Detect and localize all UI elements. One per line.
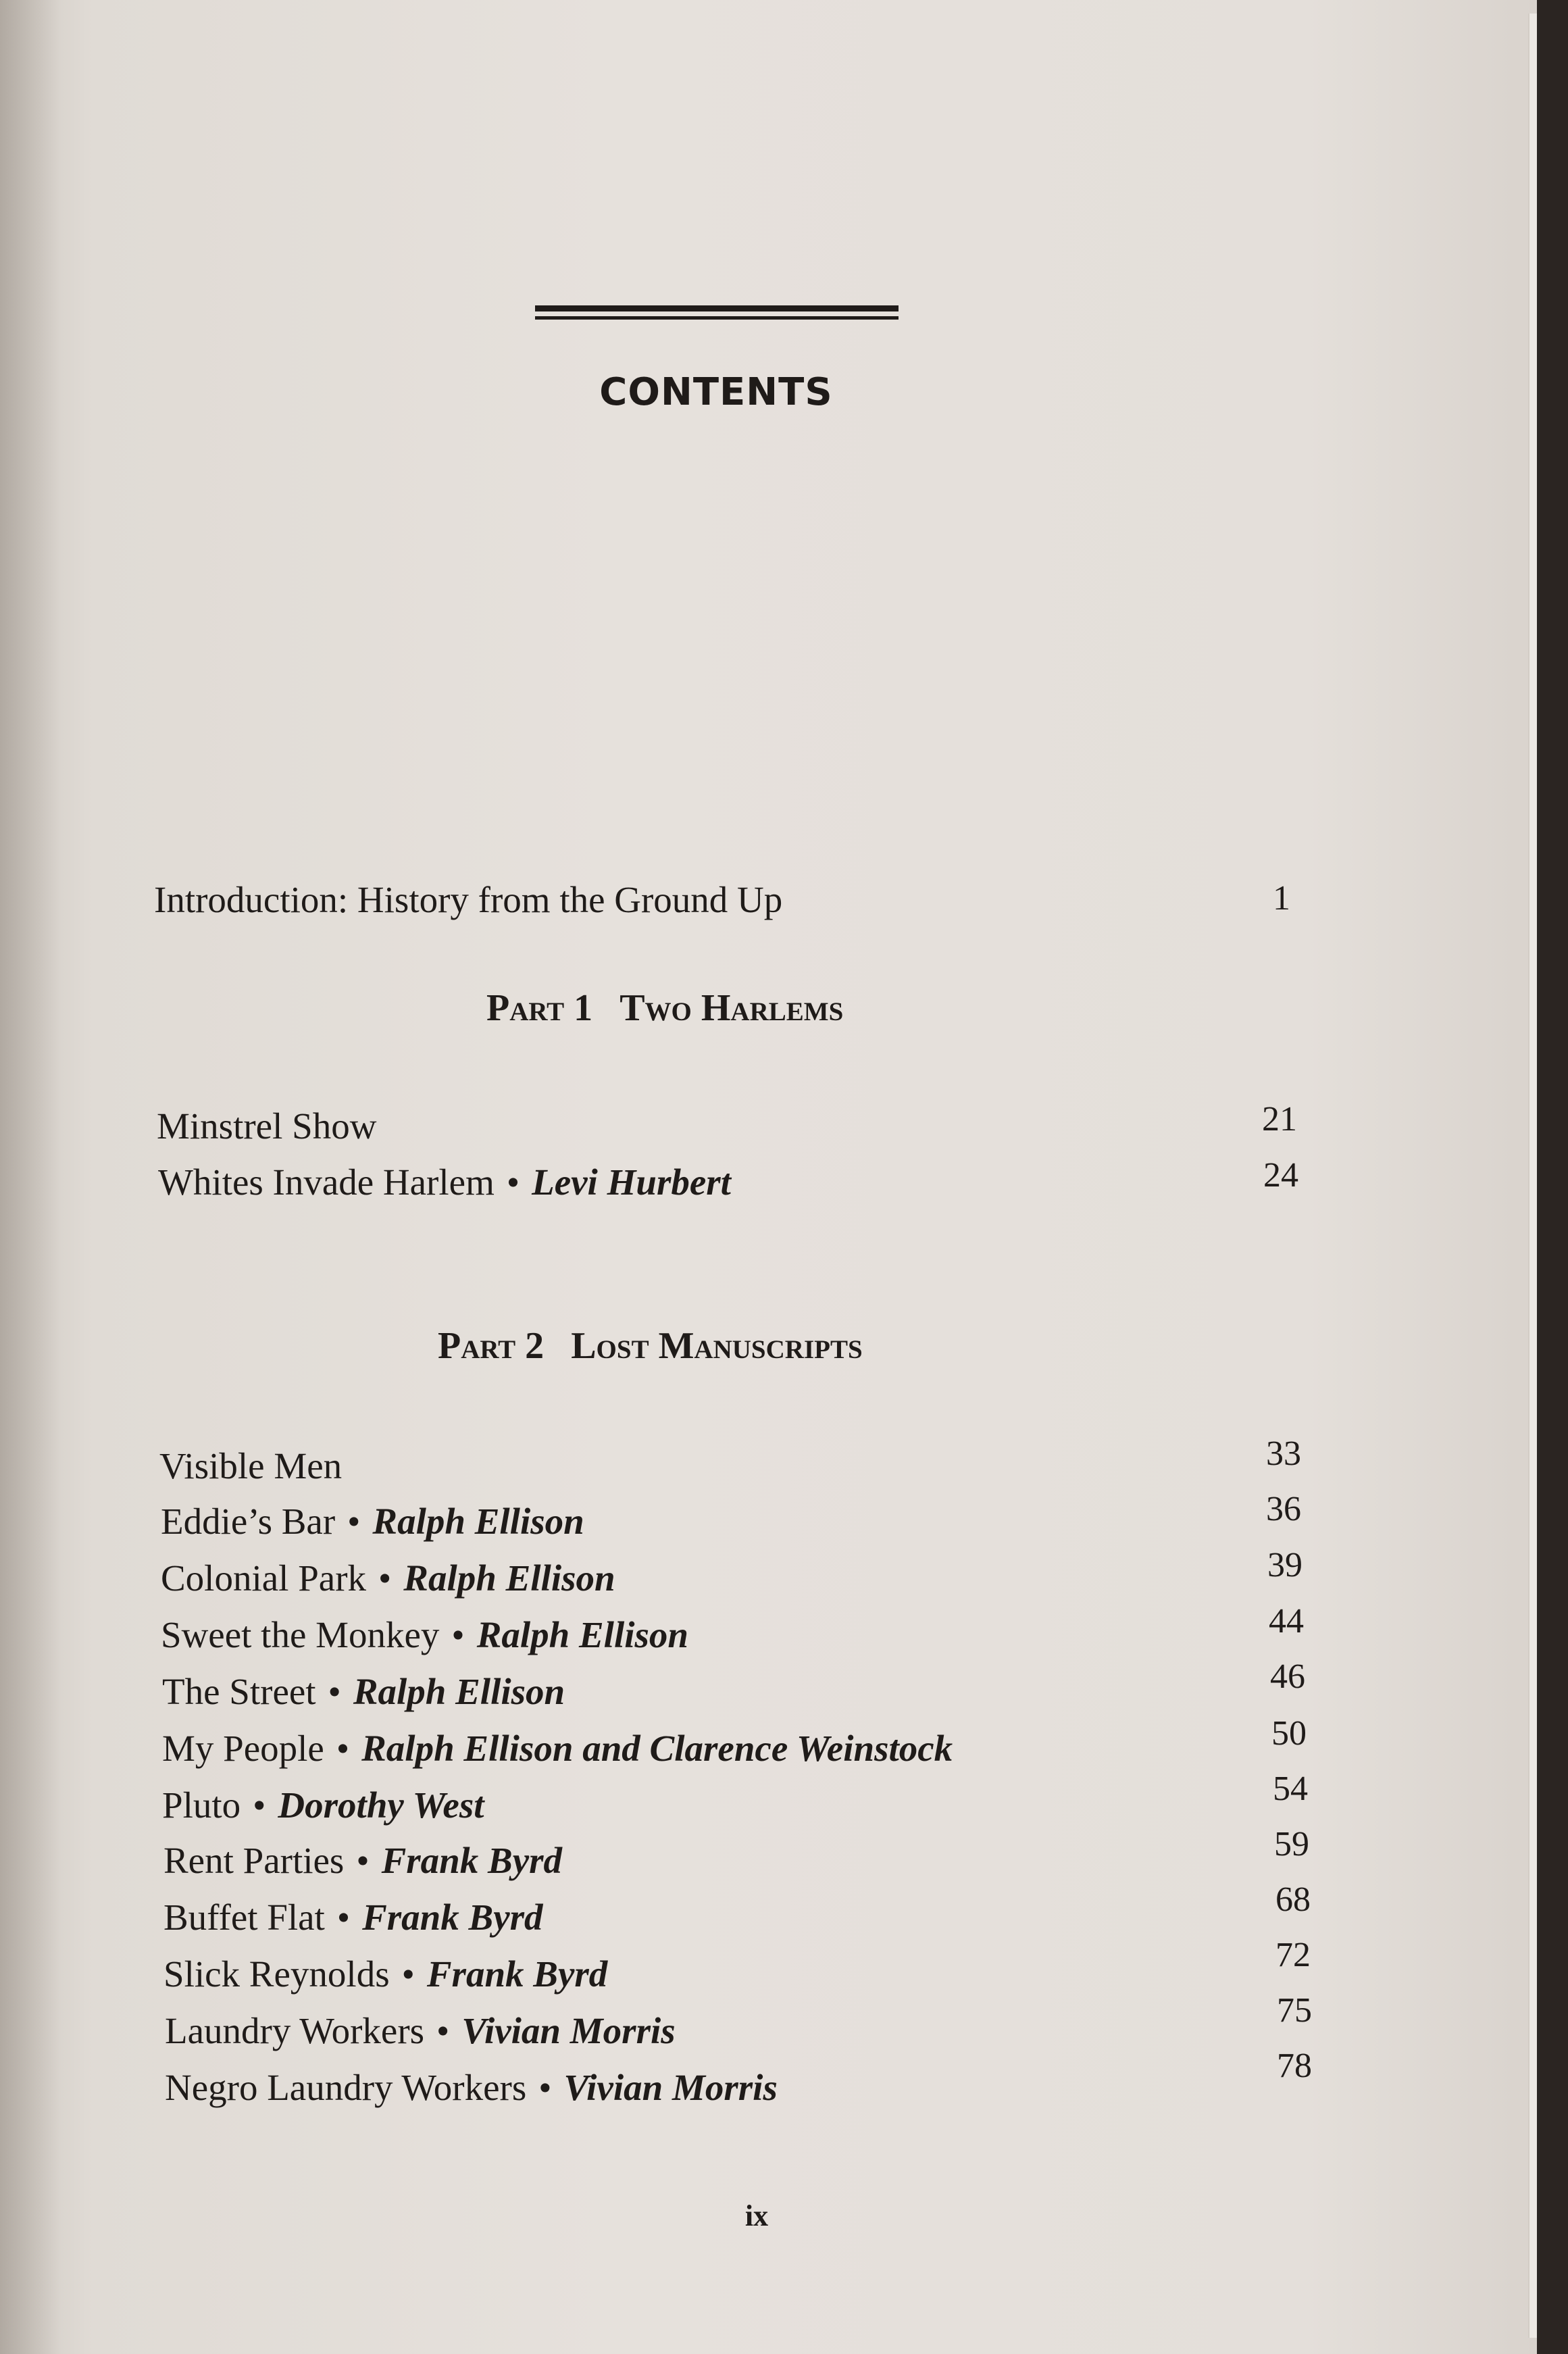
toc-entry (157, 1105, 376, 1147)
toc-entry-author: Ralph Ellison (476, 1614, 689, 1655)
toc-entry-title: Whites Invade Harlem (158, 1161, 495, 1203)
toc-entry (163, 1896, 543, 1938)
toc-entry-title: Colonial Park (161, 1557, 367, 1599)
part-label: Part 2 (438, 1325, 545, 1367)
toc-entry-title: Introduction: History from the Ground Up (154, 879, 783, 920)
toc-entry-title: Pluto (162, 1784, 241, 1826)
toc-entry (162, 1670, 565, 1713)
bullet-separator: • (506, 1161, 520, 1203)
page-edge (1528, 14, 1537, 2338)
toc-entry (162, 1784, 484, 1826)
part-2-heading (438, 1324, 863, 1368)
spine-shadow (0, 0, 61, 2354)
bullet-separator: • (356, 1840, 370, 1881)
toc-entry (161, 1500, 584, 1543)
heading-rule-thin (535, 316, 899, 320)
toc-entry-title: Eddie’s Bar (161, 1501, 336, 1542)
bullet-separator: • (538, 2067, 552, 2108)
toc-entry (161, 1557, 615, 1599)
toc-entry-title: Laundry Workers (165, 2010, 425, 2051)
bullet-separator: • (451, 1614, 465, 1655)
bullet-separator: • (328, 1671, 341, 1712)
toc-entry-title: Buffet Flat (163, 1897, 325, 1938)
toc-entry-author: Frank Byrd (426, 1953, 608, 1995)
part-title: Two Harlems (619, 987, 844, 1029)
toc-entry-author: Levi Hurbert (532, 1161, 731, 1203)
bullet-separator: • (347, 1501, 361, 1542)
toc-page-number: 1 (1273, 879, 1290, 918)
toc-entry-author: Vivian Morris (563, 2067, 778, 2108)
toc-entry-title: My People (162, 1728, 324, 1769)
toc-page-number: 75 (1277, 1991, 1312, 2030)
part-1-heading (486, 986, 843, 1030)
toc-page-number: 72 (1275, 1936, 1311, 1974)
toc-entry-author: Ralph Ellison (353, 1671, 565, 1712)
part-label: Part 1 (486, 987, 593, 1029)
toc-entry-author: Frank Byrd (381, 1840, 563, 1881)
bullet-separator: • (378, 1557, 392, 1599)
toc-page-number: 59 (1274, 1825, 1309, 1863)
toc-entry-author: Ralph Ellison (403, 1557, 615, 1599)
toc-entry (161, 1613, 688, 1656)
toc-entry-introduction (154, 878, 782, 921)
toc-page-number: 54 (1273, 1770, 1308, 1808)
toc-entry (159, 1445, 342, 1487)
bullet-separator: • (436, 2010, 450, 2051)
bullet-separator: • (336, 1897, 351, 1938)
toc-page-number: 33 (1266, 1434, 1301, 1473)
toc-page-number: 21 (1262, 1100, 1297, 1138)
toc-entry-title: Minstrel Show (157, 1105, 377, 1147)
page-title: CONTENTS (599, 370, 833, 414)
toc-page-number: 44 (1269, 1602, 1304, 1641)
toc-entry-title: Sweet the Monkey (161, 1614, 440, 1655)
toc-page-number: 50 (1271, 1714, 1307, 1753)
toc-entry-title: Negro Laundry Workers (165, 2067, 527, 2108)
toc-page-number: 78 (1277, 2047, 1312, 2085)
toc-entry-title: Rent Parties (163, 1840, 345, 1881)
toc-entry (162, 1727, 953, 1770)
toc-entry (165, 2066, 778, 2109)
toc-entry (163, 1953, 607, 1995)
toc-entry-author: Ralph Ellison and Clarence Weinstock (361, 1728, 953, 1769)
toc-entry-author: Ralph Ellison (372, 1501, 584, 1542)
bullet-separator: • (253, 1784, 266, 1826)
toc-entry (158, 1161, 731, 1203)
part-title: Lost Manuscripts (571, 1325, 863, 1367)
toc-entry-author: Vivian Morris (461, 2010, 676, 2051)
toc-entry-title: Slick Reynolds (163, 1953, 390, 1995)
toc-entry-title: Visible Men (159, 1445, 343, 1486)
toc-page-number: 24 (1263, 1156, 1298, 1195)
toc-entry-author: Frank Byrd (362, 1897, 543, 1938)
toc-page-number: 46 (1270, 1657, 1305, 1696)
page-folio: ix (744, 2199, 769, 2232)
toc-page-number: 36 (1266, 1490, 1301, 1528)
heading-rule-thick (535, 305, 899, 311)
bullet-separator: • (336, 1728, 350, 1769)
toc-page-number: 39 (1267, 1546, 1303, 1584)
toc-entry (165, 2009, 676, 2052)
toc-page-number: 68 (1275, 1880, 1311, 1919)
bullet-separator: • (401, 1953, 415, 1995)
toc-entry-author: Dorothy West (278, 1784, 484, 1826)
toc-entry (163, 1839, 562, 1882)
toc-entry-title: The Street (162, 1671, 316, 1712)
